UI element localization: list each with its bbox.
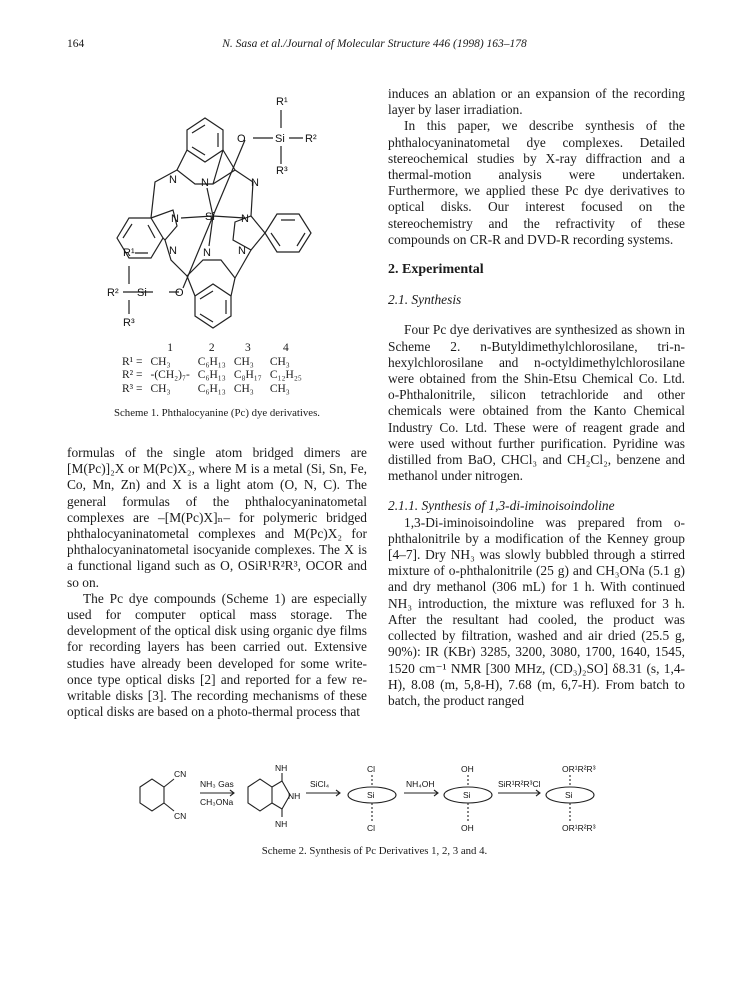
r3-top-label: R³: [276, 165, 288, 177]
nh3-gas-label: NH₃ Gas: [200, 779, 234, 789]
row-label: R¹ =: [122, 355, 143, 368]
arrow-3: [404, 790, 438, 796]
cl-label-top: Cl: [367, 764, 376, 774]
o-bottom-label: O: [175, 287, 184, 299]
row-label: R³ =: [122, 382, 143, 395]
table-cell: CH₃: [269, 382, 290, 395]
o-top-label: O: [237, 133, 246, 145]
paragraph-intro: In this paper, we describe synthesis of the phthalocyaninatometal dye complexes. Detailed stereochemical studies by X-ray diffraction and a thermal-motion analysis were undertaken. Furthermore, we applied these Pc dye derivatives to optical disks. Our interest focused on the stereochemistry and the refractivity of these compounds on CR-R and DVD-R recording systems.: [388, 118, 685, 247]
nh-label-top: NH: [275, 763, 288, 773]
table-cell: CH₃: [233, 355, 254, 368]
compound-1-header: 1: [167, 342, 174, 354]
n-pyrrole-top: N: [201, 177, 209, 189]
osir-label-top: OR¹R²R³: [562, 764, 596, 774]
r3-bottom-label: R³: [123, 317, 135, 329]
nh-label-ring: NH: [288, 791, 301, 801]
scheme1-caption: Scheme 1. Phthalocyanine (Pc) dye derivatives.: [114, 407, 320, 419]
right-column: [388, 86, 685, 709]
subsubsection-heading: 2.1.1. Synthesis of 1,3-di-iminoisoindoline: [388, 498, 615, 514]
cl-label-bottom: Cl: [367, 823, 376, 833]
table-row: [118, 369, 306, 383]
paragraph-pc-dyes: The Pc dye compounds (Scheme 1) are especially used for computer optical mass storage. The development of the optical disk using organic dye films for recording layers has been carried out. Extensive studies have already been developed for some write-once type optical disks [2] and reported for a few re-writable disks [3]. The recording mechanisms of these optical disks are based on a photo-thermal process that: [67, 590, 367, 720]
cn-label-top: CN: [174, 769, 187, 779]
table-cell: CH₃: [150, 382, 171, 395]
phthalonitrile-ring: [140, 779, 164, 811]
table-cell: C₆H₁₃: [197, 382, 226, 395]
n-meso-4: N: [238, 245, 246, 257]
si-label-1: Si: [367, 790, 375, 800]
table-cell: CH₃: [269, 355, 290, 368]
compound-3-header: 3: [244, 342, 251, 354]
n-meso-3: N: [169, 245, 177, 257]
oh-label-top: OH: [461, 764, 474, 774]
n-meso-1: N: [169, 174, 177, 186]
r1-top-label: R¹: [276, 96, 288, 108]
nh4oh-label: NH₄OH: [406, 779, 435, 789]
subsection-heading: 2.1. Synthesis: [388, 292, 462, 308]
running-header: [0, 38, 749, 54]
table-row: [118, 383, 306, 397]
ch3ona-label: CH₃ONa: [200, 797, 234, 807]
compound-2-header: 2: [208, 342, 215, 354]
paragraph-formulas: formulas of the single atom bridged dimers are [M(Pc)]₂X or M(Pc)X₂, where M is a metal (Si, Sn, Fe, Co, Mn, Zn) and X is a light atom (O, N, C). The general formulas of the phthalocyaninatometal complexes are –[M(Pc)X]ₙ– for polymeric bridged phthalocyaninatometal complexes and M(Pc)X₂ for phthalocyaninatometal isocyanide complexes. The X is a functional ligand such as O, OSiR¹R²R³, OCOR and so on.: [67, 445, 367, 590]
table-cell: CH₃: [150, 355, 171, 368]
table-header-row: [118, 342, 306, 356]
table-cell: -(CH₂)₇-: [150, 369, 190, 381]
oh-label-bottom: OH: [461, 823, 474, 833]
r1-bottom-label: R¹: [123, 247, 135, 259]
sicl4-label: SiCl₄: [310, 779, 330, 789]
n-meso-2: N: [251, 177, 259, 189]
n-pyrrole-bottom: N: [203, 247, 211, 259]
compound-4-header: 4: [282, 342, 289, 354]
r2-bottom-label: R²: [107, 287, 119, 299]
row-label: R² =: [122, 369, 143, 381]
arrow-4: [498, 790, 540, 796]
r2-top-label: R²: [305, 133, 317, 145]
osir-label-bottom: OR¹R²R³: [562, 823, 596, 833]
arrow-2: [306, 790, 340, 796]
si-top-label: Si: [275, 133, 285, 145]
si-center-label: Si: [205, 211, 215, 223]
isoindoline-ring: [248, 779, 272, 811]
table-cell: CH₃: [233, 382, 254, 395]
arrow-1: [200, 790, 234, 796]
paragraph-iminoisoindoline: 1,3-Di-iminoisoindoline was prepared from o-phthalonitrile by a modification of the Kenney group [4–7]. Dry NH₃ was slowly bubbled through a stirred mixture of o-phthalonitrile (25 g) and CH₃ONa (5.1 g) and dry methanol (306 mL) for 1 h. With continued NH₃ introduction, the mixture was refluxed for 3 h. After the resultant had cooled, the product was collected by filtration, washed and air dried (25.5 g, 90%): IR (KBr) 3285, 3200, 3080, 1700, 1640, 1545, 1520 cm⁻¹ NMR [300 MHz, (CD₃)₂SO] δ8.31 (s, 1,4-H), 8.08 (m, 5,8-H), 7.68 (m, 6,7-H). From batch to batch, the product ranged: [388, 514, 685, 708]
substituent-table: [118, 342, 306, 396]
page-number: 164: [67, 38, 85, 50]
scheme2-caption: Scheme 2. Synthesis of Pc Derivatives 1, 2, 3 and 4.: [261, 845, 488, 857]
paragraph-synthesis: Four Pc dye derivatives are synthesized as shown in Scheme 2. n-Butyldimethylchlorosilane, tri-n-hexylchlorosilane and n-octyldimethylchlorosilane were obtained from the Shin-Etsu Chemical Co. Ltd. o-Phthalonitrile, silicon tetrachloride and other chemicals were obtained from the Kanto Chemical Industry Co. Ltd. These were of reagent grade and were used without further purification. Pyridine was distilled from BaO, CHCl₃ and CH₂Cl₂, benzene and methanol under nitrogen.: [388, 322, 685, 484]
table-cell: C₁₂H₂₅: [269, 369, 302, 381]
n-pyrrole-right: N: [241, 213, 249, 225]
sir-reagent-label: SiR¹R²R³Cl: [498, 779, 541, 789]
n-pyrrole-left: N: [171, 213, 179, 225]
table-cell: C₆H₁₃: [197, 355, 226, 368]
journal-citation: N. Sasa et al./Journal of Molecular Structure 446 (1998) 163–178: [222, 38, 527, 50]
scheme1-structure: [95, 88, 355, 333]
si-label-3: Si: [565, 790, 573, 800]
left-column: [67, 445, 367, 720]
cn-label-bottom: CN: [174, 811, 187, 821]
section-heading: 2. Experimental: [388, 262, 484, 278]
si-label-2: Si: [463, 790, 471, 800]
table-cell: C₈H₁₇: [233, 369, 262, 381]
table-row: [118, 356, 306, 370]
nh-label-bottom: NH: [275, 819, 288, 829]
paragraph-ablation: induces an ablation or an expansion of the recording layer by laser irradiation.: [388, 86, 685, 118]
table-cell: C₆H₁₃: [197, 369, 226, 381]
si-bottom-label: Si: [137, 287, 147, 299]
scheme2-diagram: [130, 763, 620, 835]
